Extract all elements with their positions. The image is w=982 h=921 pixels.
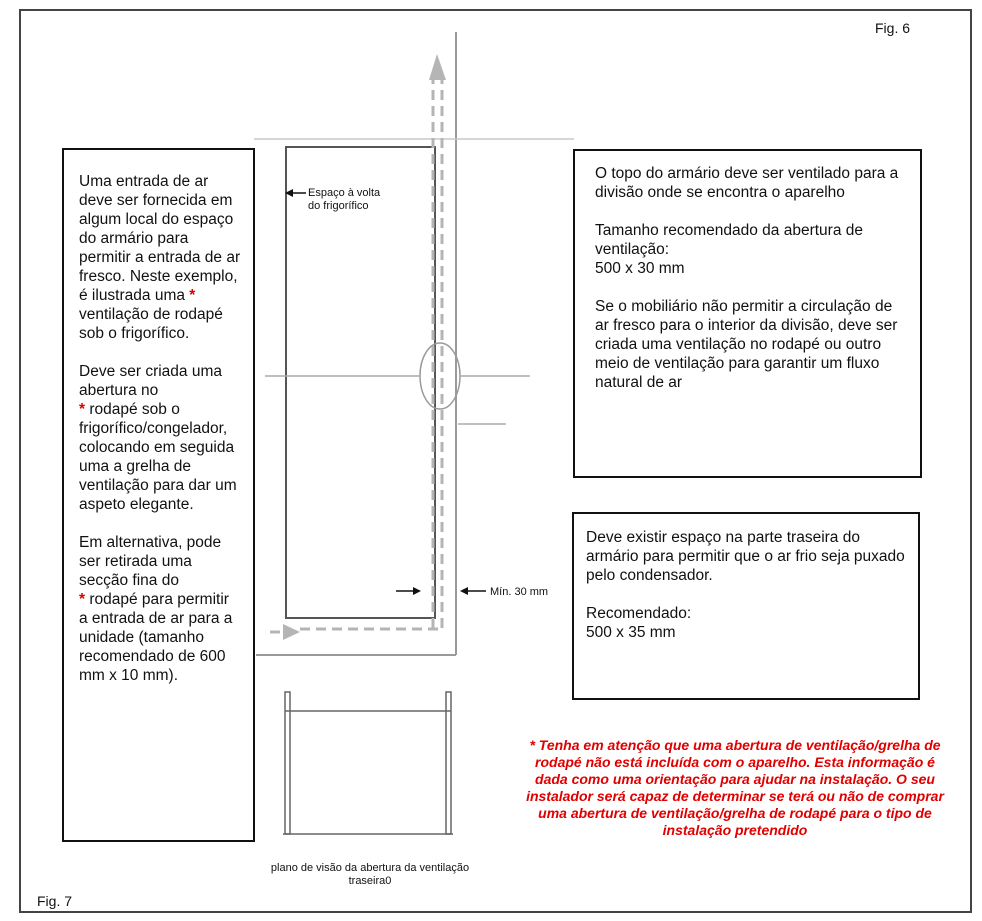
space-around-fridge-label: Espaço à volta do frigorífico [308, 187, 381, 212]
asterisk-marker: * [79, 401, 86, 418]
top-vent-paragraph-1: O topo do armário deve ser ventilado para a divisão onde se encontra o aparelho [595, 165, 899, 201]
top-vent-paragraph-2: Tamanho recomendado da abertura de ventilação: 500 x 30 mm [595, 222, 863, 277]
airflow-path [270, 80, 442, 632]
airflow-up-arrow [429, 54, 446, 80]
min-arrow-left-head [413, 587, 421, 595]
asterisk-marker: * [189, 287, 196, 304]
left-paragraph-1: Uma entrada de ar deve ser fornecida em algum local do espaço do armário para permitir a entrada de ar fresco. Neste exemplo, é ilustrada uma * ventilação de rodapé sob o frigorífico. [79, 173, 241, 342]
plan-view [283, 692, 453, 834]
asterisk-marker: * [79, 591, 86, 608]
airflow-in-arrow [283, 624, 300, 640]
left-paragraph-3: Em alternativa, pode ser retirada uma secção fina do * rodapé para permitir a entrada de ar para a unidade (tamanho recomendado de 600 mm x 10 mm). [79, 534, 233, 684]
fig-6-label: Fig. 6 [875, 20, 911, 36]
fridge-outline [286, 147, 435, 618]
rear-space-info-box [572, 512, 920, 700]
min-30mm-label: Mín. 30 mm [490, 586, 549, 598]
fig-7-label: Fig. 7 [37, 893, 73, 909]
left-paragraph-2: Deve ser criada uma abertura no * rodapé sob o frigorífico/congelador, colocando em seguida uma a grelha de ventilação para dar um aspeto elegante. [79, 363, 237, 513]
plan-view-caption: plano de visão da abertura da ventilação traseira0 [270, 862, 470, 887]
top-vent-paragraph-3: Se o mobiliário não permitir a circulação de ar fresco para o interior da divisão, deve ser criada uma ventilação no rodapé ou outro meio de ventilação para garantir um fluxo natural de ar [595, 298, 898, 391]
rear-space-size: 500 x 35 mm [586, 624, 676, 641]
air-inlet-info-box [62, 148, 255, 842]
rear-space-paragraph-1: Deve existir espaço na parte traseira do armário para permitir que o ar frio seja puxado pelo condensador. [586, 529, 905, 584]
top-vent-size: 500 x 30 mm [595, 260, 685, 277]
top-ventilation-info-box [573, 149, 922, 478]
vent-detail-circle [420, 343, 460, 409]
rear-space-paragraph-2: Recomendado: 500 x 35 mm [586, 605, 692, 641]
min-arrow-right-head [460, 587, 468, 595]
installation-warning-note: * Tenha em atenção que uma abertura de ventilação/grelha de rodapé não está incluída com o aparelho. Esta informação é dada como uma orientação para ajudar na instalação. O seu instalador será capaz de determinar se terá ou não de comprar uma abertura de ventilação/grelha de rodapé para o tipo de instalação pretendido [526, 737, 944, 838]
